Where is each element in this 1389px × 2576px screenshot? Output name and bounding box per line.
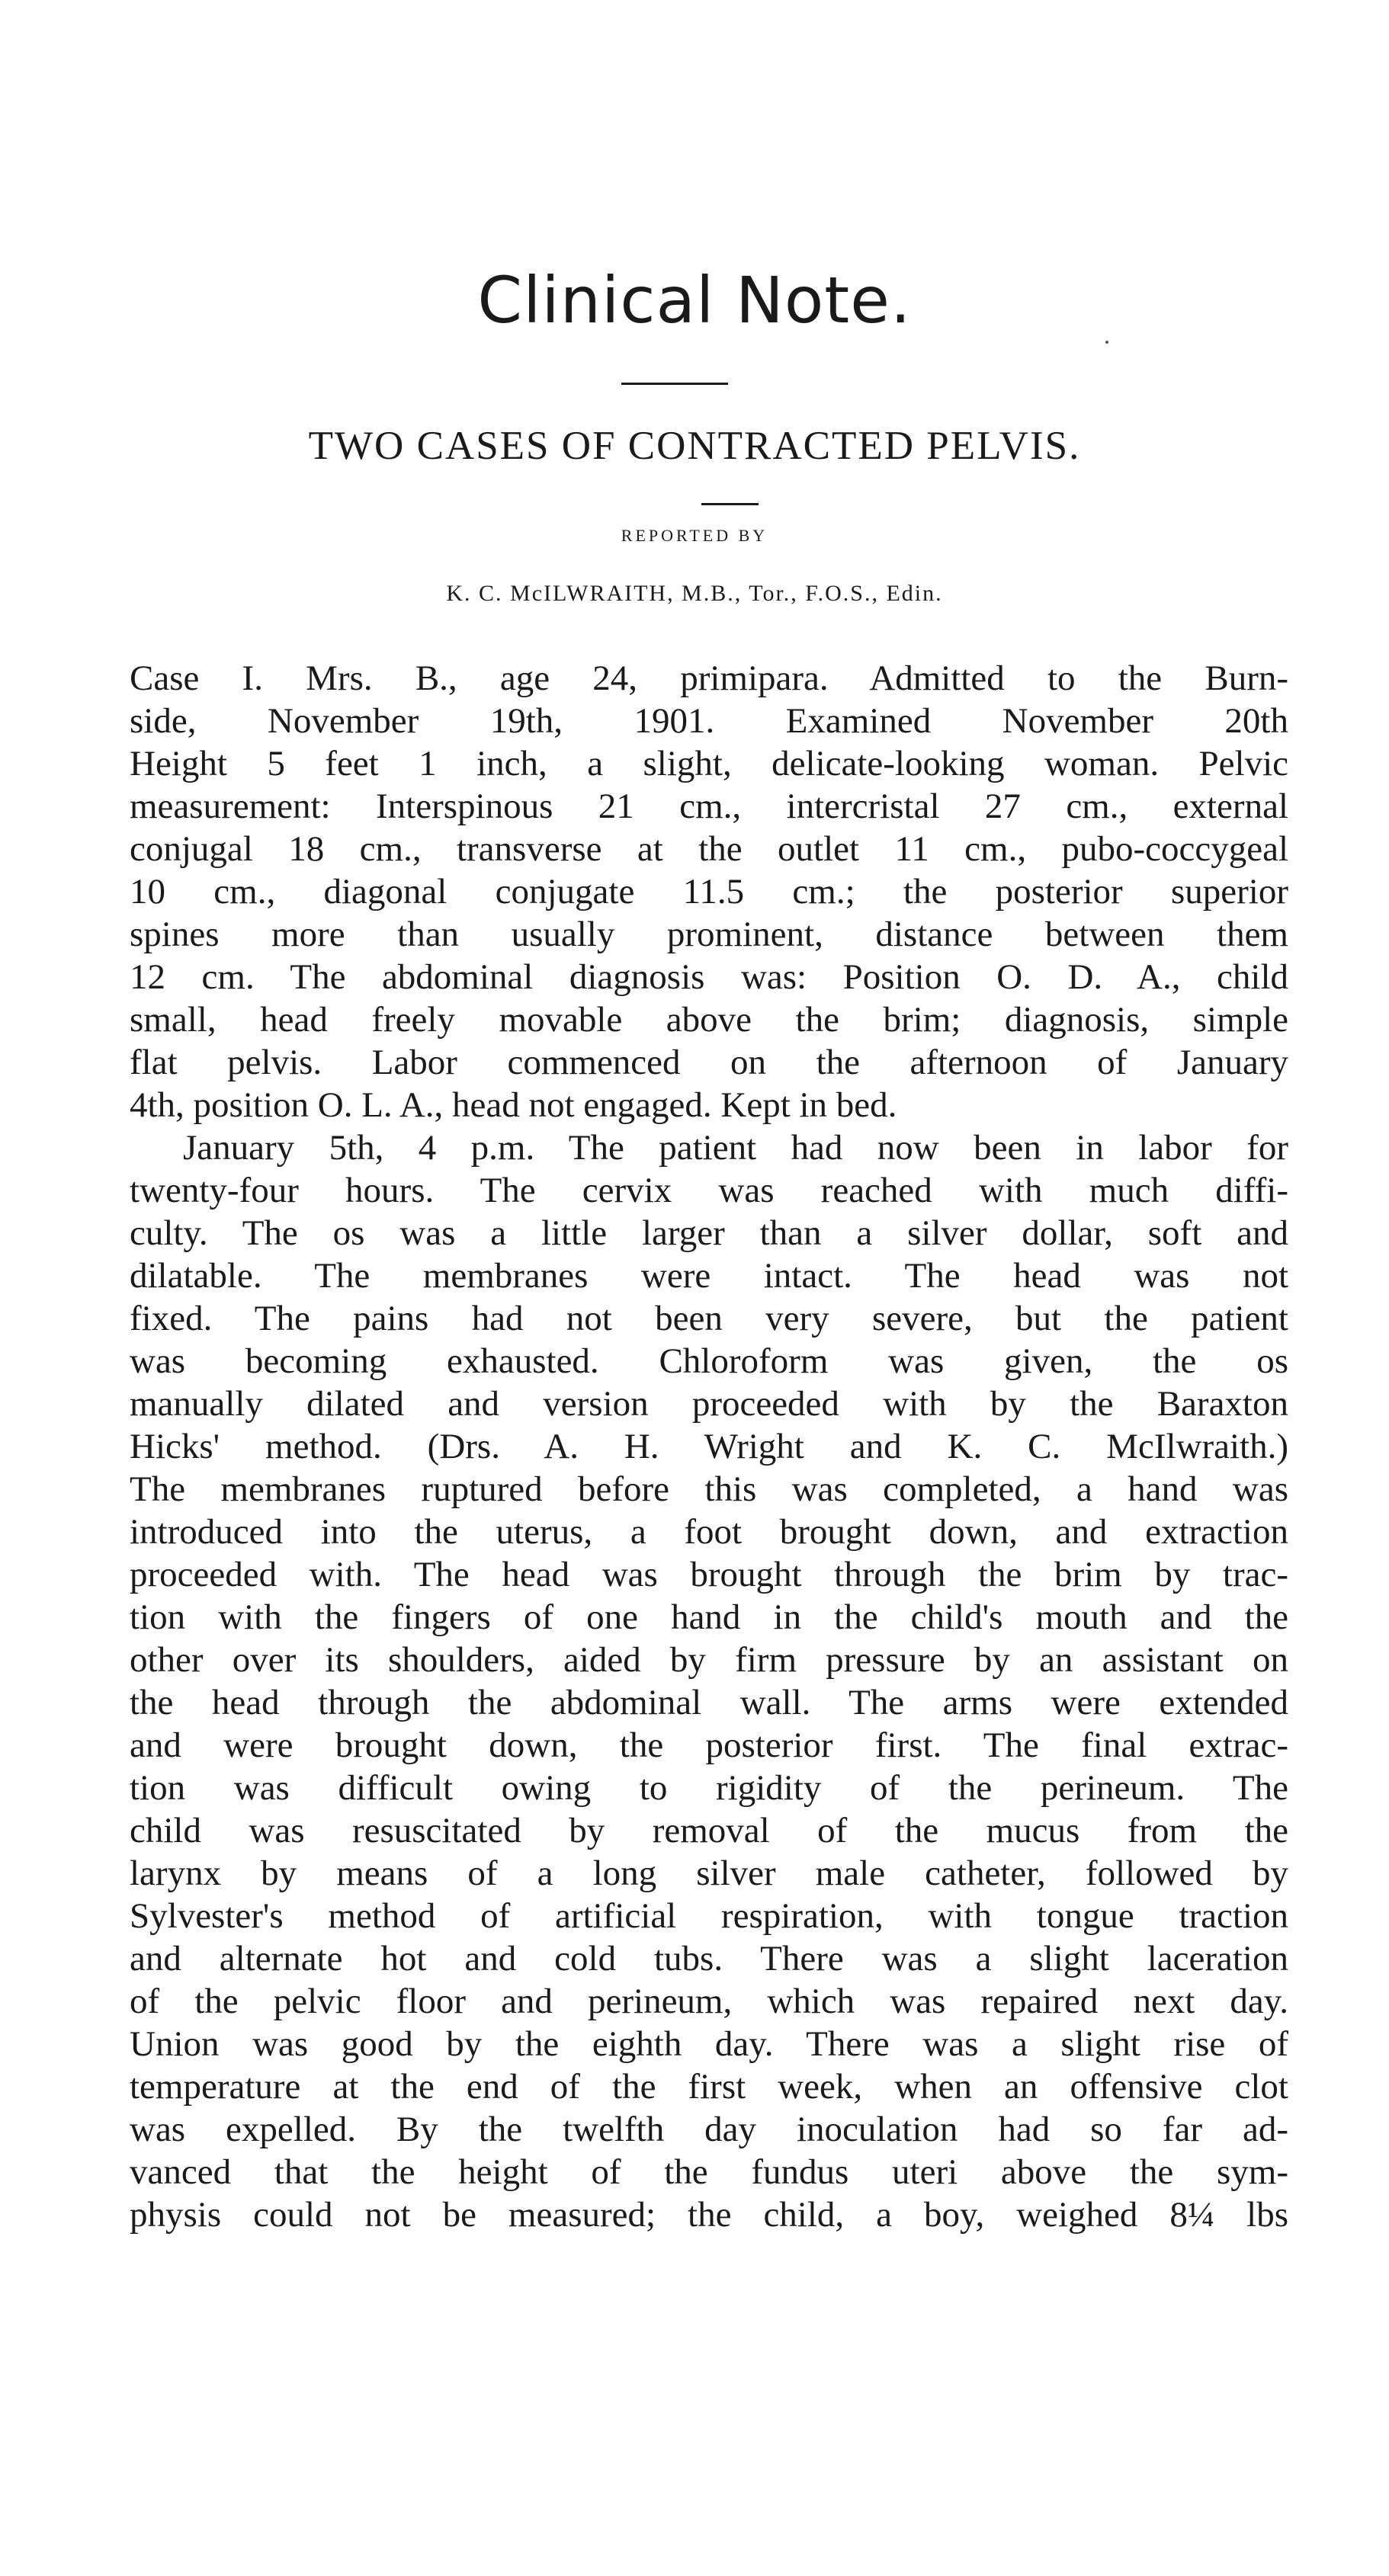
text-line: vanced that the height of the fundus uteri above the sym- (130, 2152, 1288, 2192)
text-line: culty. The os was a little larger than a silver dollar, soft and (130, 1213, 1288, 1253)
article-body (130, 657, 1288, 2236)
article-title: TWO CASES OF CONTRACTED PELVIS. (308, 424, 1081, 468)
text-line: child was resuscitated by removal of the mucus from the (130, 1811, 1288, 1850)
text-line: conjugal 18 cm., transverse at the outlet 11 cm., pubo-coccygeal (130, 829, 1288, 869)
text-line: January 5th, 4 p.m. The patient had now been in labor for (183, 1128, 1288, 1168)
text-line: side, November 19th, 1901. Examined November 20th (130, 701, 1288, 741)
text-line: proceeded with. The head was brought through the brim by trac- (130, 1555, 1288, 1594)
text-line: and were brought down, the posterior first. The final extrac- (130, 1725, 1288, 1765)
text-line: tion was difficult owing to rigidity of the perineum. The (130, 1768, 1288, 1808)
ink-speck (1105, 341, 1108, 344)
text-line: 4th, position O. L. A., head not engaged. Kept in bed. (130, 1085, 897, 1125)
text-line: the head through the abdominal wall. The arms were extended (130, 1683, 1288, 1722)
section-title: Clinical Note. (477, 263, 912, 338)
text-line: physis could not be measured; the child, a boy, weighed 8¼ lbs (130, 2195, 1288, 2235)
author-byline: K. C. McILWRAITH, M.B., Tor., F.O.S., Edin. (446, 581, 943, 606)
text-line: other over its shoulders, aided by firm pressure by an assistant on (130, 1640, 1288, 1680)
text-line: Union was good by the eighth day. There was a slight rise of (130, 2024, 1288, 2064)
text-line: of the pelvic floor and perineum, which was repaired next day. (130, 1982, 1288, 2021)
text-line: spines more than usually prominent, distance between them (130, 915, 1288, 954)
text-line: The membranes ruptured before this was completed, a hand was (130, 1469, 1288, 1509)
text-line: small, head freely movable above the brim; diagnosis, simple (130, 1000, 1288, 1040)
reported-by-label: REPORTED BY (621, 526, 768, 545)
text-line: larynx by means of a long silver male catheter, followed by (130, 1854, 1288, 1893)
text-line: manually dilated and version proceeded with by the Baraxton (130, 1384, 1288, 1424)
text-line: measurement: Interspinous 21 cm., intercristal 27 cm., external (130, 787, 1288, 826)
text-line: Sylvester's method of artificial respiration, with tongue traction (130, 1896, 1288, 1936)
text-line: dilatable. The membranes were intact. The head was not (130, 1256, 1288, 1296)
text-line: was expelled. By the twelfth day inoculation had so far ad- (130, 2110, 1288, 2149)
text-line: Case I. Mrs. B., age 24, primipara. Admitted to the Burn- (130, 658, 1288, 698)
text-line: fixed. The pains had not been very severe, but the patient (130, 1299, 1288, 1338)
text-line: 10 cm., diagonal conjugate 11.5 cm.; the posterior superior (130, 872, 1288, 912)
article-divider (701, 503, 759, 505)
text-line: tion with the fingers of one hand in the child's mouth and the (130, 1597, 1288, 1637)
text-line: twenty-four hours. The cervix was reached with much diffi- (130, 1171, 1288, 1210)
text-line: was becoming exhausted. Chloroform was given, the os (130, 1341, 1288, 1381)
text-line: introduced into the uterus, a foot brought down, and extraction (130, 1512, 1288, 1552)
text-line: temperature at the end of the first week, when an offensive clot (130, 2067, 1288, 2107)
text-line: flat pelvis. Labor commenced on the afternoon of January (130, 1043, 1288, 1082)
text-line: 12 cm. The abdominal diagnosis was: Position O. D. A., child (130, 957, 1288, 997)
text-line: and alternate hot and cold tubs. There was a slight laceration (130, 1939, 1288, 1978)
text-line: Hicks' method. (Drs. A. H. Wright and K. C. McIlwraith.) (130, 1427, 1288, 1466)
title-divider (621, 383, 728, 385)
text-line: Height 5 feet 1 inch, a slight, delicate-looking woman. Pelvic (130, 744, 1288, 783)
